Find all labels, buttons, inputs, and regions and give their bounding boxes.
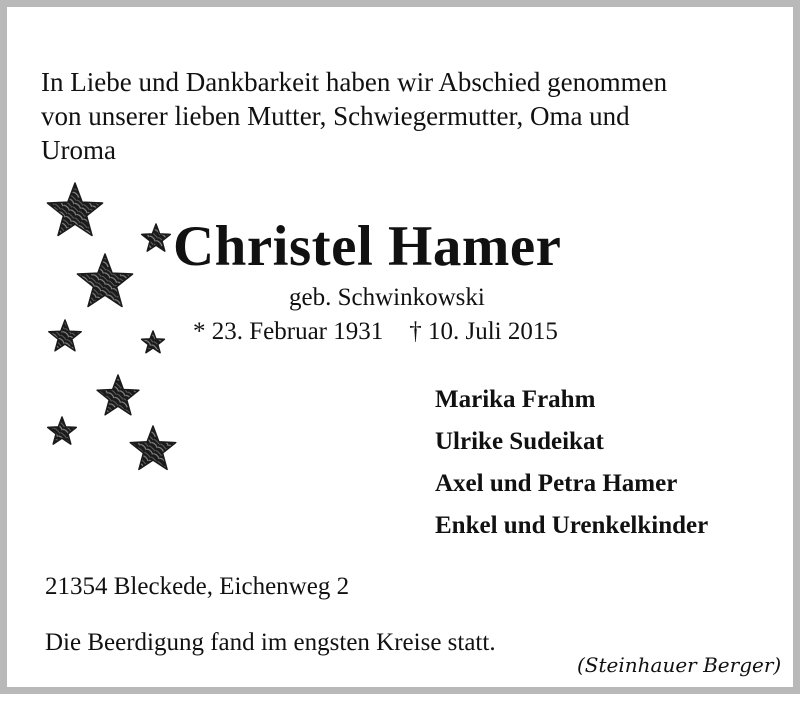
mourner: Axel und Petra Hamer: [435, 470, 678, 497]
mourner: Marika Frahm: [435, 386, 596, 413]
deceased-name: Christel Hamer: [173, 215, 562, 278]
funeral-note: Die Beerdigung fand im engsten Kreise statt.: [45, 629, 496, 656]
star-icon: [48, 417, 77, 444]
star-icon: [77, 254, 132, 307]
star-icon: [97, 375, 139, 415]
designer-signature: (Steinhauer Berger): [577, 653, 782, 677]
star-icon: [49, 320, 81, 351]
intro-line: von unserer lieben Mutter, Schwiegermutter, Oma und: [41, 101, 630, 131]
star-icon: [142, 331, 165, 353]
intro-line: In Liebe und Dankbarkeit haben wir Abschied genommen: [41, 67, 668, 97]
intro-text: [41, 65, 741, 167]
mourners-list: [435, 379, 708, 547]
star-icon: [47, 183, 102, 236]
address: 21354 Bleckede, Eichenweg 2: [45, 573, 350, 600]
birth-date: * 23. Februar 1931: [193, 318, 384, 345]
life-dates: [193, 317, 558, 347]
maiden-name: geb. Schwinkowski: [289, 284, 485, 311]
mourner: Ulrike Sudeikat: [435, 428, 604, 455]
star-icon: [142, 224, 171, 251]
mourner: Enkel und Urenkelkinder: [435, 512, 709, 539]
death-date: † 10. Juli 2015: [409, 318, 558, 345]
intro-line: Uroma: [41, 135, 116, 165]
star-icon: [130, 426, 176, 469]
